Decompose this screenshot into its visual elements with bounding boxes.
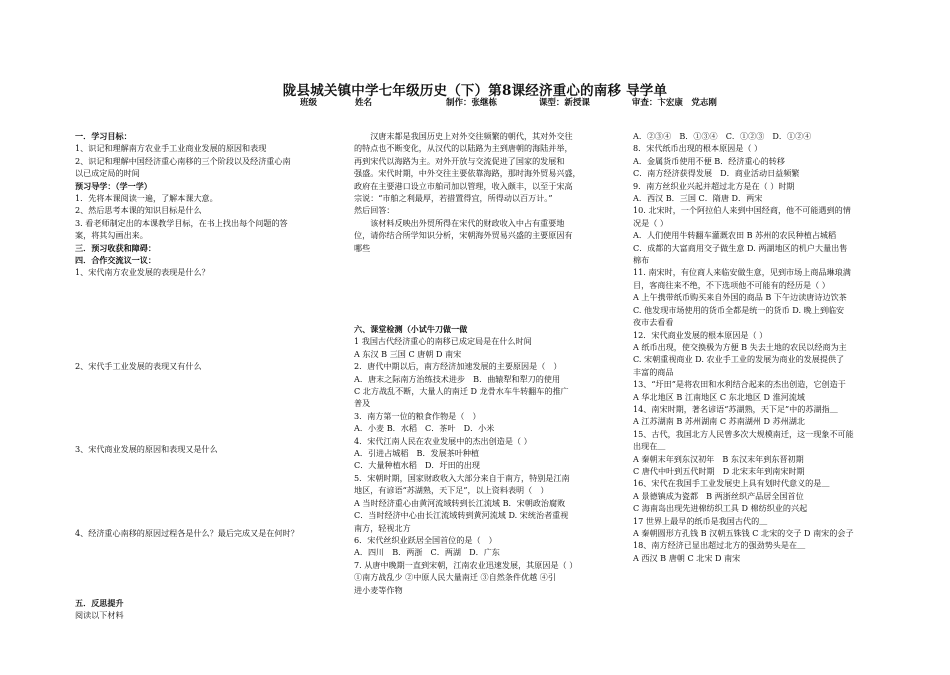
quiz-line: 15、古代，我国北方人民曾多次大规模南迁，这一现象不可能 xyxy=(633,428,854,439)
goal-1: 1、识记和理解南方农业手工业商业发展的原因和表现 xyxy=(75,143,267,154)
quiz-line: A．西汉 B．三国 C．隋唐 D．两宋 xyxy=(633,193,763,204)
discussion-q1: 1、宋代南方农业发展的表现是什么？ xyxy=(75,267,210,278)
right-column xyxy=(633,130,883,564)
quiz-line: A．金属货币使用不便 B．经济重心的转移 xyxy=(633,155,785,166)
quiz-line: A．引进占城稻 B．发展茶叶种植 xyxy=(354,448,480,459)
header-meta-row xyxy=(300,96,800,108)
quiz-line: A．小麦 B．水稻 C．茶叶 D．小米 xyxy=(354,423,495,434)
passage-line: 位，请你结合所学知识分析，宋朝海外贸易兴盛的主要原因有 xyxy=(354,230,573,241)
section-5-title: 五．反思提升 xyxy=(75,598,124,608)
passage-line: 然后回答： xyxy=(354,205,395,216)
quiz-line: C. 宋朝重视商业 D. 农业手工业的发展为商业的发展提供了 xyxy=(633,354,845,365)
quiz-line: C. 他发现市场使用的货币全都是统一的货币 D. 晚上到临安 xyxy=(633,304,845,315)
section-5 xyxy=(75,597,345,622)
section-5-text: 阅读以下材料 xyxy=(75,610,124,621)
quiz-line: C．南方经济获得发展 D．商业活动日益频繁 xyxy=(633,168,800,179)
quiz-line: A 当时经济重心由黄河流域转到长江流域 B．宋朝政治腐败 xyxy=(354,497,566,508)
quiz-line: A．②③④ B．①③④ C．①②③ D．①②④ xyxy=(633,131,812,141)
quiz-line: 16、宋代在我国手工业发展史上具有划时代意义的是＿ xyxy=(633,478,830,489)
quiz-line: C 唐代中叶到五代时期 D 北宋末年到南宋时期 xyxy=(633,465,805,476)
quiz-line: 棉布 xyxy=(633,255,650,266)
quiz-line: 1 我国古代经济重心的南移已成定局是在什么时间 xyxy=(354,336,532,347)
passage-line: 的特点也不断变化，从汉代的以陆路为主到唐朝的海陆并举， xyxy=(354,143,573,154)
meta-class: 班级 xyxy=(300,98,318,108)
discussion-q3: 3、宋代商业发展的原因和表现又是什么 xyxy=(75,444,218,454)
quiz-line: 11. 南宋时，有位商人来临安做生意，见到市场上商品琳琅满 xyxy=(633,267,851,278)
section-1-title: 一．学习目标： xyxy=(75,131,132,141)
quiz-line: 13、“圩田”是将农田和水利结合起来的杰出创造，它创造于 xyxy=(633,379,846,390)
quiz-line: 10. 北宋时，一个阿拉伯人来到中国经商，他不可能遇到的情 xyxy=(633,205,851,216)
section-3-title: 三．预习收获和障碍： xyxy=(75,242,156,253)
preview-1: 1．先将本课阅读一遍，了解本课大意。 xyxy=(75,193,218,204)
section-4-title: 四．合作交流议一议： xyxy=(75,255,156,266)
quiz-line: A 景德镇成为瓷都 B 两浙丝织产品居全国首位 xyxy=(633,490,804,501)
quiz-line: C 海南岛出现先进棉纺织工具 D 棉纺织业的兴起 xyxy=(633,503,808,514)
quiz-line: A 上午携带纸币购买来自外国的商品 B 下午边读唐诗边饮茶 xyxy=(633,292,847,303)
quiz-line: 地区，有谚语“苏湖熟，天下足”，以上资料表明（ ） xyxy=(354,485,549,496)
preview-3-cont: 案，将其勾画出来。 xyxy=(75,230,148,241)
quiz-line: 3．南方第一位的粮食作物是（ ） xyxy=(354,410,481,421)
quiz-line: 9．南方丝织业兴起并超过北方是在（ ）时期 xyxy=(633,180,795,191)
passage-line: 该材料反映出外贸所得在宋代的财政收入中占有重要地 xyxy=(370,217,565,228)
quiz-line: 4．宋代江南人民在农业发展中的杰出创造是（ ） xyxy=(354,435,532,446)
quiz-line: A 纸币出现，使交换极为方便 B 失去土地的农民以经商为主 xyxy=(633,341,847,352)
quiz-line: 18、南方经济已显出超过北方的强劲势头是在＿ xyxy=(633,540,806,551)
goal-2-cont: 以已成定局的时间 xyxy=(75,168,140,179)
passage-line: 再到宋代以海路为主。对外开放与交流促进了国家的发展和 xyxy=(354,155,565,166)
section-6-title: 六、课堂检测（小试牛刀做一做 xyxy=(354,324,468,334)
quiz-line: A 秦朝末年到东汉初年 B 东汉末年到东晋初期 xyxy=(633,453,804,464)
quiz-line: A 江苏湖南 B 苏州湖南 C 苏南湖州 D 苏州湖北 xyxy=(633,416,805,427)
quiz-line: C．大量种植水稻 D．圩田的出现 xyxy=(354,460,480,471)
meta-reviewers: 审查：卞宏康 党志刚 xyxy=(631,98,717,108)
quiz-line: 7. 从唐中晚期一直到宋朝，江南农业迅速发展，其原因是（ ） xyxy=(354,559,578,570)
discussion-q4: 4、经济重心南移的原因过程各是什么？最后完成又是在何时？ xyxy=(75,528,299,538)
meta-lesson-type: 课型：新授课 xyxy=(538,98,590,108)
quiz-line: 8．宋代纸币出现的根本原因是（ ） xyxy=(633,143,763,154)
middle-column xyxy=(354,130,627,254)
left-column xyxy=(75,130,345,279)
quiz-line: C．成都的大富商用交子做生意 D. 两湖地区的机户大量出售 xyxy=(633,242,848,253)
quiz-line: 丰富的商品 xyxy=(633,366,674,377)
quiz-line: A．人们使用牛转翻车灌溉农田 B 苏州的农民种植占城稻 xyxy=(633,230,837,241)
quiz-line: 进小麦等作物 xyxy=(354,584,403,595)
page-title: 陇县城关镇中学七年级历史（下）第8课经济重心的南移 导学单 xyxy=(282,83,668,99)
quiz-line: 目，客商往来不绝，不下选项他不可能有的经历是（ ） xyxy=(633,279,830,290)
quiz-line: 南方，轻视北方 xyxy=(354,522,411,533)
quiz-line: 6．宋代丝织业跃居全国首位的是（ ） xyxy=(354,534,497,545)
section-2-title: 预习导学：（学一学） xyxy=(75,180,152,191)
quiz-line: 普及 xyxy=(354,398,371,409)
quiz-line: A．唐末之际南方治练技术进步 B．曲辕犁和犁刀的使用 xyxy=(354,373,561,384)
passage-line: 哪些 xyxy=(354,242,371,253)
quiz-line: A 华北地区 B 江南地区 C 东北地区 D 淮河流域 xyxy=(633,391,805,402)
quiz-line: 夜市去看看 xyxy=(633,317,674,328)
preview-2: 2、然后思考本课的知识目标是什么 xyxy=(75,205,202,216)
passage-line: 汉唐末都是我国历史上对外交往频繁的朝代，其对外交往 xyxy=(370,131,573,141)
passage-line: 宗说：“市舶之利最厚，若措置得宜，所得动以百万计。” xyxy=(354,193,553,204)
quiz-line: A 西汉 B 唐朝 C 北宋 D 南宋 xyxy=(633,552,741,563)
quiz-line: 17 世界上最早的纸币是我国古代的＿ xyxy=(633,515,768,526)
quiz-line: ①南方战乱少 ②中原人民大量南迁 ③自然条件优越 ④引 xyxy=(354,572,556,583)
quiz-line: 5．宋朝时期，国家财政收入大部分来自于南方，特别是江南 xyxy=(354,472,570,483)
quiz-line: A．四川 B．两浙 C．两湖 D．广东 xyxy=(354,547,500,558)
meta-name: 姓名 xyxy=(354,98,372,108)
quiz-line: A 东汉 B 三国 C 唐朝 D 南宋 xyxy=(354,348,462,359)
quiz-section xyxy=(354,323,629,596)
quiz-line: A 秦朝圆形方孔钱 B 汉朝五铢钱 C 北宋的交子 D 南宋的会子 xyxy=(633,528,854,538)
quiz-line: C．当时经济中心由长江流域转到黄河流域 D. 宋统治者重视 xyxy=(354,510,569,521)
quiz-line: 14、南宋时期，著名谚语“苏湖熟，天下足”中的苏湖指＿ xyxy=(633,403,838,414)
discussion-q2: 2、宋代手工业发展的表现又有什么 xyxy=(75,361,202,371)
meta-author: 制作：张继栋 xyxy=(445,98,497,108)
quiz-line: 出现在＿ xyxy=(633,441,666,452)
quiz-line: 12．宋代商业发展的根本原因是（ ） xyxy=(633,329,768,340)
passage-line: 强盛。宋代时期，中外交往主要依靠海路，那时海外贸易兴盛， xyxy=(354,168,581,179)
quiz-line: C 北方战乱不断，大量人的南迁 D 龙骨水车牛转翻车的推广 xyxy=(354,386,569,397)
preview-3: 3. 看老师制定出的本课教学目标，在书上找出每个问题的答 xyxy=(75,217,288,228)
quiz-line: 2．唐代中期以后，南方经济加速发展的主要原因是（ ） xyxy=(354,361,562,372)
goal-2: 2、识记和理解中国经济重心南移的三个阶段以及经济重心南 xyxy=(75,155,291,166)
passage-line: 政府在主要港口设立市舶司加以管理，收入颇丰，以至于宋高 xyxy=(354,180,573,191)
quiz-line: 况是（ ） xyxy=(633,217,668,228)
